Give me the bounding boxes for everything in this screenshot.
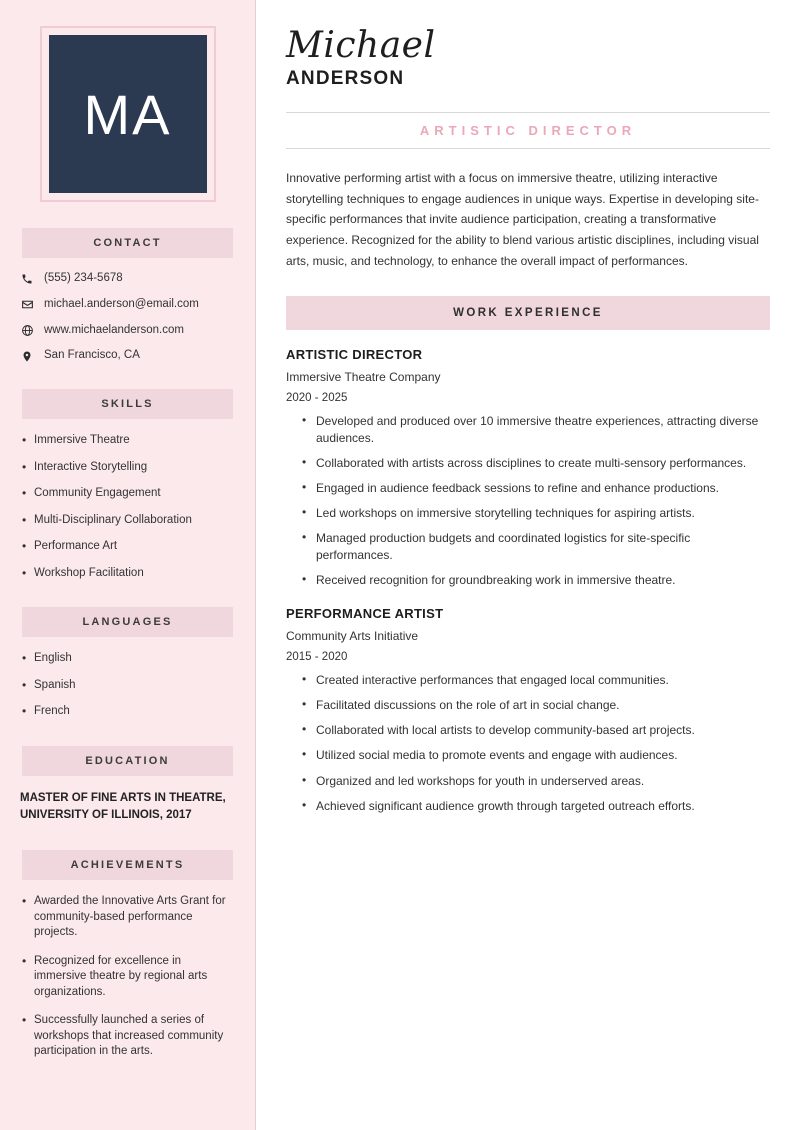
contact-text-phone: (555) 234-5678 — [44, 272, 123, 284]
achievements-list — [20, 894, 235, 1060]
contact-item-website[interactable] — [20, 324, 235, 338]
list-item: • Awarded the Innovative Arts Grant for community-based performance projects. — [20, 894, 235, 941]
professional-summary: Innovative performing artist with a focus on immersive theatre, utilizing interactive storytelling techniques to engage audiences in unique ways. Expertise in developing site-specific performances that invite audience participation, creating a transformative experience. Recognized for the ability to blend various artistic disciplines, including visual arts, music, and technology, to enhance the overall impact of performances. — [286, 171, 759, 268]
experience-bullets — [286, 413, 770, 589]
list-item: • Managed production budgets and coordinated logistics for site-specific performances. — [302, 530, 770, 564]
list-item: • English — [20, 651, 235, 667]
first-name: Michael — [286, 25, 436, 66]
list-item: • Facilitated discussions on the role of art in social change. — [302, 697, 770, 714]
monogram-initials: MA — [49, 35, 207, 193]
list-item: • Created interactive performances that engaged local communities. — [302, 672, 770, 689]
list-item: • Engaged in audience feedback sessions to refine and enhance productions. — [302, 480, 770, 497]
contact-item-phone[interactable] — [20, 272, 235, 286]
section-heading-work-experience: WORK EXPERIENCE — [286, 296, 770, 330]
contact-text-website: www.michaelanderson.com — [44, 323, 184, 336]
last-name: ANDERSON — [286, 68, 405, 89]
experience-role: ARTISTIC DIRECTOR — [286, 347, 423, 363]
section-heading-achievements: ACHIEVEMENTS — [22, 850, 233, 880]
section-heading-languages: LANGUAGES — [22, 607, 233, 637]
experience-organization: Community Arts Initiative — [286, 629, 419, 644]
experience-entry — [286, 347, 770, 589]
contact-list — [20, 272, 235, 363]
list-item: • Organized and led workshops for youth in underserved areas. — [302, 773, 770, 790]
experience-dates: 2015 - 2020 — [286, 651, 348, 664]
list-item: • Recognized for excellence in immersive theatre by regional arts organizations. — [20, 954, 235, 1001]
experience-dates: 2020 - 2025 — [286, 392, 348, 405]
globe-icon — [20, 324, 34, 337]
list-item: • Spanish — [20, 678, 235, 694]
experience-role: PERFORMANCE ARTIST — [286, 606, 444, 622]
list-item: • Received recognition for groundbreaking work in immersive theatre. — [302, 572, 770, 589]
location-pin-icon — [20, 350, 34, 363]
list-item: • Interactive Storytelling — [20, 460, 235, 476]
page-title: ARTISTIC DIRECTOR — [419, 123, 637, 138]
experience-entry — [286, 606, 770, 814]
list-item: • Developed and produced over 10 immersive theatre experiences, attracting diverse audiences. — [302, 413, 770, 447]
list-item: • Successfully launched a series of workshops that increased community participation in the arts. — [20, 1013, 235, 1060]
section-heading-skills: SKILLS — [22, 389, 233, 419]
monogram-frame — [40, 26, 216, 202]
list-item: • Performance Art — [20, 539, 235, 555]
contact-text-email: michael.anderson@email.com — [44, 297, 199, 310]
list-item: • Achieved significant audience growth through targeted outreach efforts. — [302, 798, 770, 815]
contact-item-location[interactable] — [20, 349, 235, 363]
languages-list — [20, 651, 235, 720]
list-item: • Multi-Disciplinary Collaboration — [20, 513, 235, 529]
experience-bullets — [286, 672, 770, 814]
section-heading-education: EDUCATION — [22, 746, 233, 776]
main-content — [256, 0, 800, 1130]
phone-icon — [20, 273, 34, 285]
list-item: • Led workshops on immersive storytelling techniques for aspiring artists. — [302, 505, 770, 522]
envelope-icon — [20, 298, 34, 311]
list-item: • Immersive Theatre — [20, 433, 235, 449]
contact-item-email[interactable] — [20, 298, 235, 312]
list-item: • Utilized social media to promote events and engage with audiences. — [302, 747, 770, 764]
list-item: • Collaborated with local artists to develop community-based art projects. — [302, 722, 770, 739]
skills-list — [20, 433, 235, 581]
contact-text-location: San Francisco, CA — [44, 349, 140, 362]
list-item: • Workshop Facilitation — [20, 566, 235, 582]
section-heading-contact: CONTACT — [22, 228, 233, 258]
job-title-wrapper — [286, 112, 770, 149]
list-item: • Community Engagement — [20, 486, 235, 502]
sidebar — [0, 0, 256, 1130]
list-item: • Collaborated with artists across disciplines to create multi-sensory performances. — [302, 455, 770, 472]
list-item: • French — [20, 704, 235, 720]
experience-organization: Immersive Theatre Company — [286, 370, 441, 385]
education-entry: MASTER OF FINE ARTS IN THEATRE, UNIVERSITY OF ILLINOIS, 2017 — [20, 791, 226, 822]
